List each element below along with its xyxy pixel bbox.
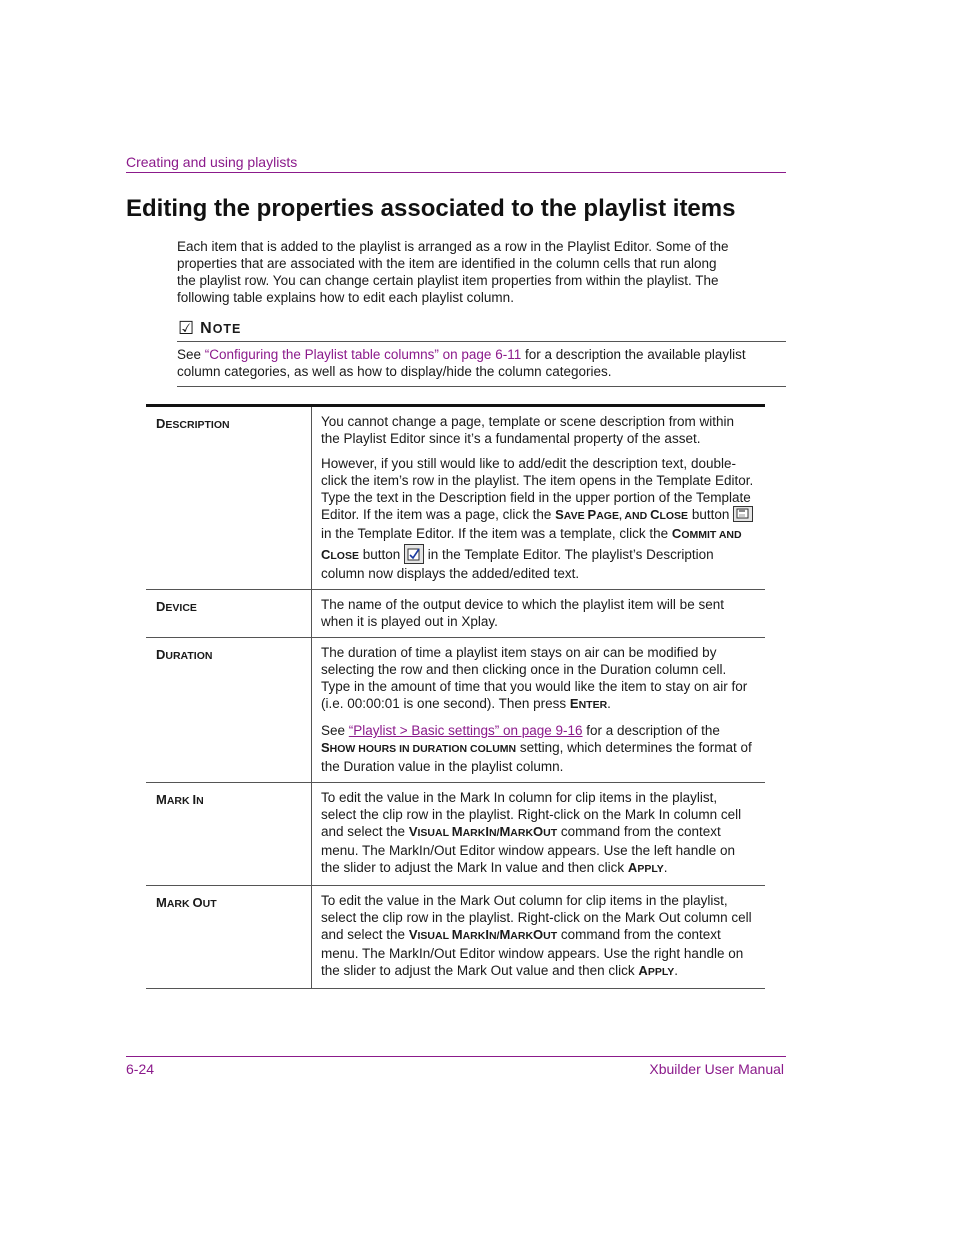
mark-in-p1: To edit the value in the Mark In column for clip items in the playlist, select the clip row in the playlist. Right-click on the Mark In column cell and select the VISUAL MARKIN/MARKOUT command from the context menu. The MarkIn/Out Editor window appears. Use the left handle on the slider to adjust the Mark In value and then click APPLY. <box>321 790 742 875</box>
term-mark-out: MARK OUT <box>146 886 312 989</box>
term-description: DESCRIPTION <box>146 406 312 590</box>
link-configuring-playlist-columns[interactable]: “Configuring the Playlist table columns” on page 6-11 <box>204 347 522 362</box>
device-p1: The name of the output device to which the playlist item will be sent when it is played out in Xplay. <box>321 597 724 629</box>
commit-close-icon <box>404 544 424 564</box>
desc-device <box>312 590 766 638</box>
desc-duration <box>312 638 766 783</box>
note-heading <box>178 318 241 339</box>
table-row-mark-in <box>146 783 765 886</box>
desc-mark-in <box>312 783 766 886</box>
duration-p2: See “Playlist > Basic settings” on page 9-16 for a description of the SHOW HOURS IN DURATION COLUMN setting, which determines the format of the Duration value in the playlist column. <box>321 723 752 774</box>
manual-title: Xbuilder User Manual <box>649 1061 784 1077</box>
description-p1: You cannot change a page, template or scene description from within the Playlist Editor since it’s a fundamental property of the asset. <box>321 414 735 446</box>
table-row-mark-out <box>146 886 765 989</box>
desc-description <box>312 406 766 590</box>
page-number: 6-24 <box>126 1061 155 1077</box>
save-close-icon <box>733 506 753 522</box>
checkbox-icon: ☑ <box>178 318 195 338</box>
running-header: Creating and using playlists <box>126 154 298 170</box>
description-p2: However, if you still would like to add/edit the description text, double-click the item’s row in the playlist. The item opens in the Template Editor. Type the text in the Description field in the upper portion of the Template Editor. If the item was a page, click the SAVE PAGE, AND CLOSE button in the Template Editor. If the item was a template, click the COMMIT AND CLOSE button in the Template Editor. The playlist’s Description column now displays the added/edited text. <box>321 456 754 581</box>
term-device: DEVICE <box>146 590 312 638</box>
table-row-device <box>146 590 765 638</box>
intro-paragraph: Each item that is added to the playlist is arranged as a row in the Playlist Editor. Some of the properties that are associated with the item are identified in the column cells that run along the playlist row. You can change certain playlist item properties from within the playlist. The following table explains how to edit each playlist column. <box>177 239 729 305</box>
link-playlist-basic-settings[interactable]: “Playlist > Basic settings” on page 9-16 <box>348 723 583 738</box>
term-duration: DURATION <box>146 638 312 783</box>
note-rule-bottom <box>177 386 786 387</box>
header-rule <box>126 172 786 173</box>
duration-p1: The duration of time a playlist item stays on air can be modified by selecting the row and then clicking once in the Duration column cell. Type in the amount of time that you would like the item to stay on air for (i.e. 00:00:01 is one second). Then press ENTER. <box>321 645 748 711</box>
note-label: NOTE <box>200 319 242 337</box>
term-mark-in: MARK IN <box>146 783 312 886</box>
footer-rule <box>126 1056 786 1057</box>
properties-table <box>146 404 765 989</box>
page-title: Editing the properties associated to the playlist items <box>126 195 736 222</box>
note-body: See “Configuring the Playlist table columns” on page 6-11 for a description the available playlist column categories, as well as how to display/hide the column categories. <box>177 347 746 379</box>
mark-out-p1: To edit the value in the Mark Out column for clip items in the playlist, select the clip row in the playlist. Right-click on the Mark Out column cell and select the VISUAL MARKIN/MARKOUT command from the context menu. The MarkIn/Out Editor window appears. Use the right handle on the slider to adjust the Mark Out value and then click APPLY. <box>321 893 752 978</box>
table-row-duration <box>146 638 765 783</box>
note-rule-top <box>177 341 786 342</box>
desc-mark-out <box>312 886 766 989</box>
table-row-description <box>146 406 765 590</box>
